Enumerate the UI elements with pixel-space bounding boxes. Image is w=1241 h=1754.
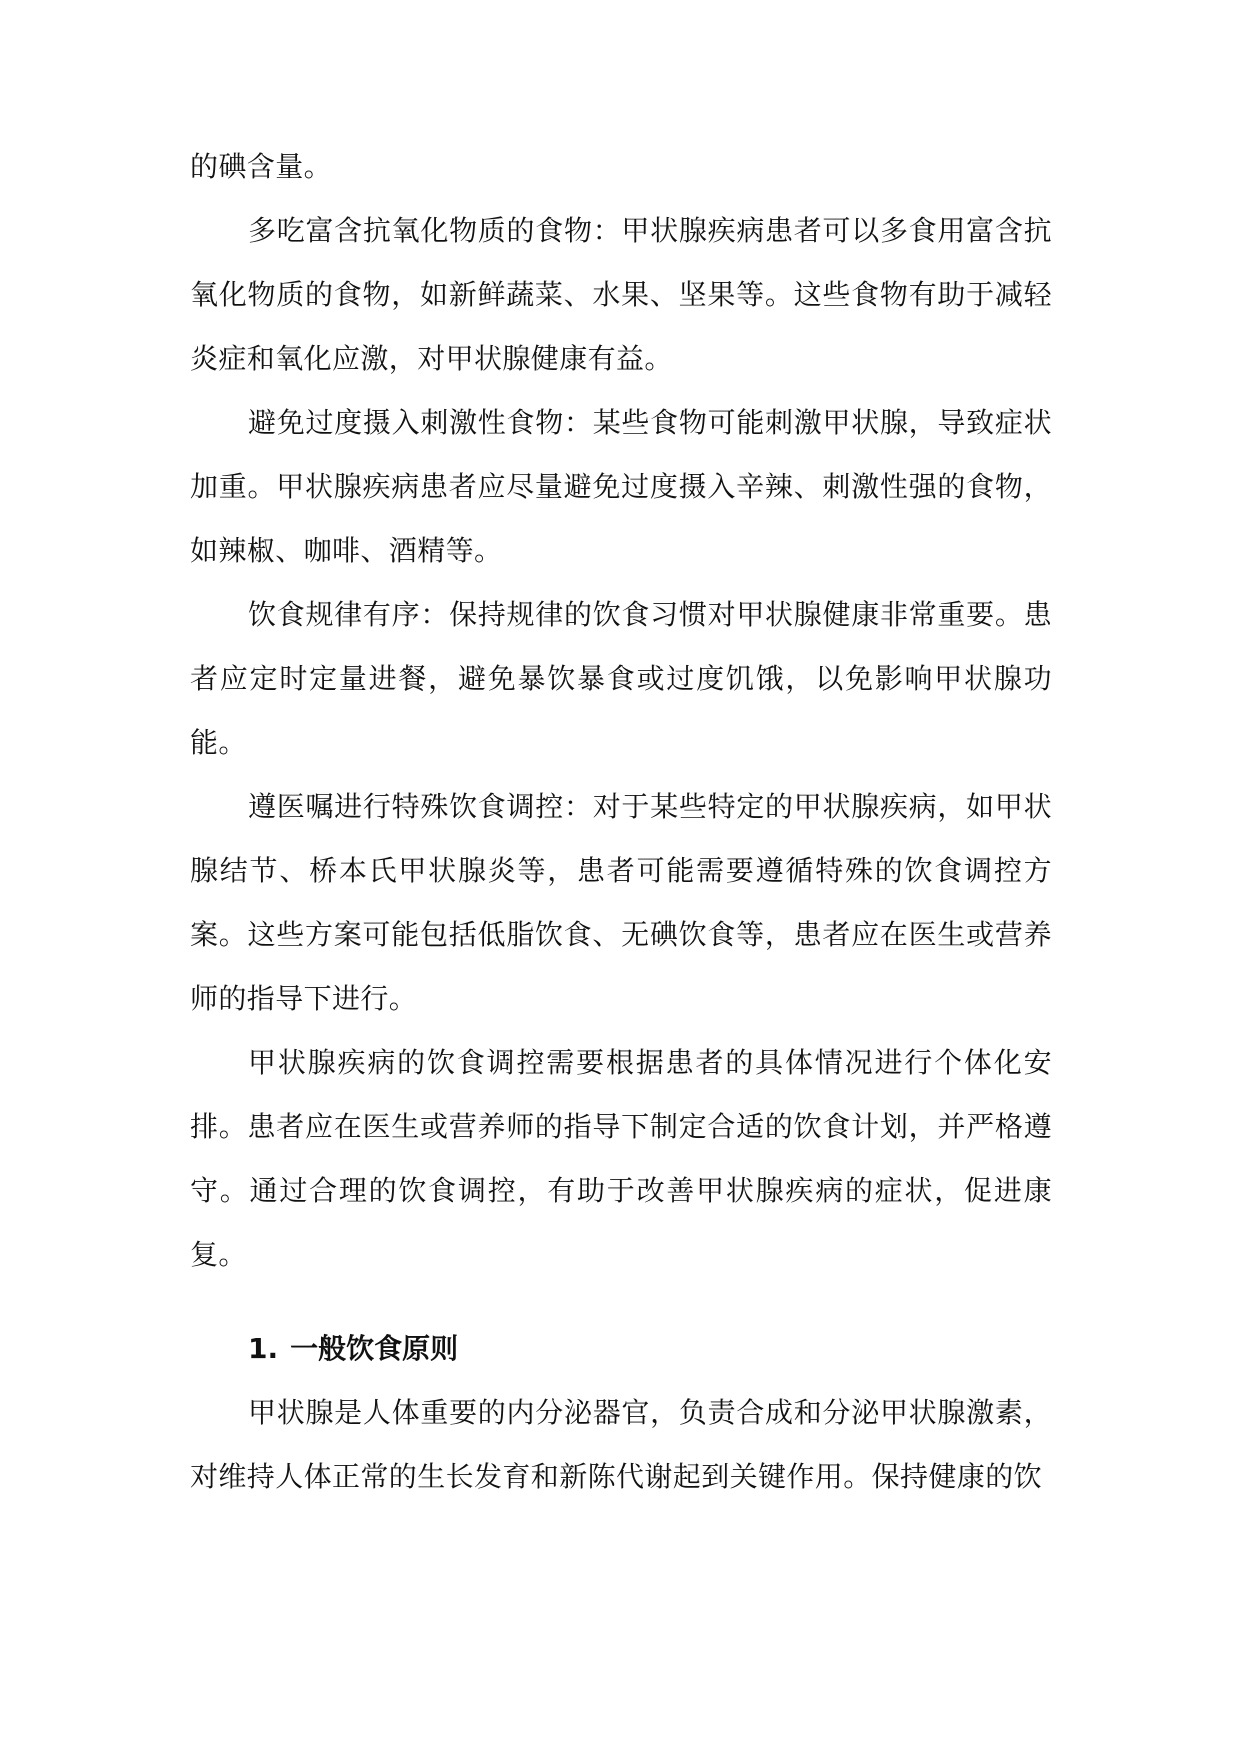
paragraph-avoid-irritants: 避免过度摄入刺激性食物：某些食物可能刺激甲状腺，导致症状加重。甲状腺疾病患者应尽量避免过度摄入辛辣、刺激性强的食物，如辣椒、咖啡、酒精等。 [190, 406, 1052, 567]
section-heading [190, 1317, 1052, 1381]
paragraph-special-diet: 遵医嘱进行特殊饮食调控：对于某些特定的甲状腺疾病，如甲状腺结节、桥本氏甲状腺炎等，患者可能需要遵循特殊的饮食调控方案。这些方案可能包括低脂饮食、无碘饮食等，患者应在医生或营养师的指导下进行。 [190, 790, 1052, 1015]
paragraph-continuation: 的碘含量。 [190, 150, 333, 183]
page-content [190, 135, 1052, 1509]
section-title: 一般饮食原则 [290, 1332, 459, 1365]
paragraph-summary: 甲状腺疾病的饮食调控需要根据患者的具体情况进行个体化安排。患者应在医生或营养师的指导下制定合适的饮食计划，并严格遵守。通过合理的饮食调控，有助于改善甲状腺疾病的症状，促进康复。 [190, 1046, 1052, 1271]
paragraph-antioxidant-foods: 多吃富含抗氧化物质的食物：甲状腺疾病患者可以多食用富含抗氧化物质的食物，如新鲜蔬菜、水果、坚果等。这些食物有助于减轻炎症和氧化应激，对甲状腺健康有益。 [190, 214, 1052, 375]
section-number: 1. [248, 1332, 279, 1365]
paragraph-regular-diet: 饮食规律有序：保持规律的饮食习惯对甲状腺健康非常重要。患者应定时定量进餐，避免暴饮暴食或过度饥饿，以免影响甲状腺功能。 [190, 598, 1052, 759]
paragraph-thyroid-intro: 甲状腺是人体重要的内分泌器官，负责合成和分泌甲状腺激素，对维持人体正常的生长发育和新陈代谢起到关键作用。保持健康的饮 [190, 1396, 1052, 1493]
